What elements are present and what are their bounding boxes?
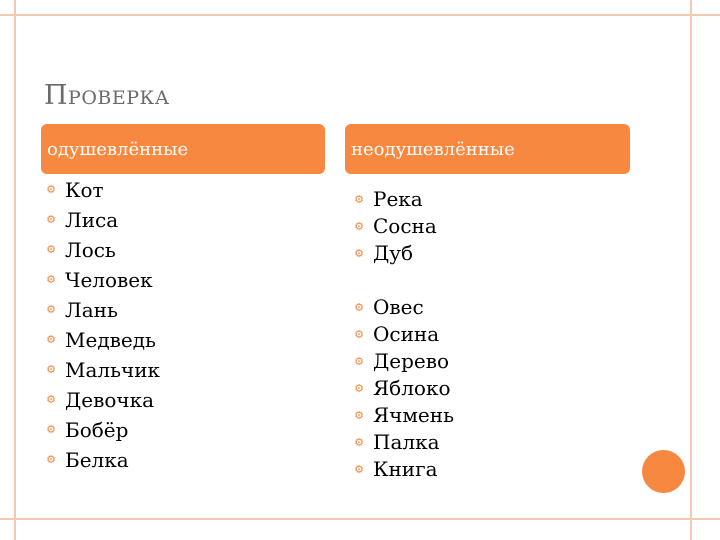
- list-item-text: Девочка: [65, 388, 155, 412]
- list-item-text: Книга: [373, 457, 438, 481]
- list-item-text: Лань: [65, 298, 118, 322]
- list-item: [353, 213, 437, 240]
- header-animate: [41, 124, 325, 174]
- header-inanimate: [345, 124, 630, 174]
- list-item: [353, 348, 454, 375]
- slide-title: [44, 80, 170, 111]
- list-item: [45, 445, 160, 475]
- list-inanimate-group-1: [353, 186, 437, 267]
- list-item-text: Бобёр: [65, 418, 129, 442]
- title-initial: П: [44, 80, 69, 111]
- gear-bullet-icon: ⚙: [46, 363, 56, 376]
- frame-line-bottom: [0, 518, 720, 520]
- list-item: [45, 175, 160, 205]
- gear-bullet-icon: ⚙: [46, 333, 56, 346]
- gear-bullet-icon: ⚙: [354, 247, 364, 260]
- list-item-text: Река: [373, 187, 423, 211]
- gear-bullet-icon: ⚙: [354, 436, 364, 449]
- list-item: [353, 456, 454, 483]
- gear-bullet-icon: ⚙: [46, 303, 56, 316]
- list-item: [45, 355, 160, 385]
- list-item: [353, 240, 437, 267]
- gear-bullet-icon: ⚙: [354, 409, 364, 422]
- list-item-text: Ячмень: [373, 403, 454, 427]
- list-item: [45, 235, 160, 265]
- list-item: [353, 402, 454, 429]
- gear-bullet-icon: ⚙: [46, 423, 56, 436]
- header-inanimate-label: неодушевлённые: [351, 138, 515, 160]
- list-item-text: Дерево: [373, 349, 450, 373]
- list-item-text: Мальчик: [65, 358, 161, 382]
- list-item-text: Осина: [373, 322, 440, 346]
- gear-bullet-icon: ⚙: [46, 213, 56, 226]
- gear-bullet-icon: ⚙: [354, 382, 364, 395]
- gear-bullet-icon: ⚙: [46, 393, 56, 406]
- gear-bullet-icon: ⚙: [354, 463, 364, 476]
- list-item-text: Белка: [65, 448, 129, 472]
- frame-line-top: [0, 14, 720, 16]
- list-item-text: Дуб: [373, 241, 414, 265]
- list-item: [45, 385, 160, 415]
- list-item-text: Палка: [373, 430, 440, 454]
- frame-line-left: [14, 0, 16, 540]
- list-item: [45, 325, 160, 355]
- list-item-text: Овес: [373, 295, 424, 319]
- list-item: [45, 205, 160, 235]
- gear-bullet-icon: ⚙: [354, 355, 364, 368]
- list-item: [353, 186, 437, 213]
- orange-circle-decoration: [642, 450, 685, 493]
- list-item-text: Сосна: [373, 214, 437, 238]
- list-item: [353, 375, 454, 402]
- list-item-text: Лось: [65, 238, 116, 262]
- list-item: [45, 415, 160, 445]
- list-item-text: Яблоко: [373, 376, 451, 400]
- list-item: [353, 294, 454, 321]
- gear-bullet-icon: ⚙: [354, 220, 364, 233]
- list-item: [45, 295, 160, 325]
- list-item: [353, 429, 454, 456]
- gear-bullet-icon: ⚙: [46, 243, 56, 256]
- title-rest: РОВЕРКА: [68, 87, 170, 109]
- list-item: [45, 265, 160, 295]
- list-item: [353, 321, 454, 348]
- gear-bullet-icon: ⚙: [354, 193, 364, 206]
- header-animate-label: одушевлённые: [47, 138, 189, 160]
- gear-bullet-icon: ⚙: [46, 273, 56, 286]
- list-inanimate-group-2: [353, 294, 454, 483]
- list-item-text: Медведь: [65, 328, 156, 352]
- frame-line-right: [690, 0, 692, 540]
- gear-bullet-icon: ⚙: [46, 183, 56, 196]
- list-animate: [45, 175, 160, 475]
- list-item-text: Лиса: [65, 208, 119, 232]
- gear-bullet-icon: ⚙: [354, 328, 364, 341]
- list-item-text: Кот: [65, 178, 104, 202]
- list-item-text: Человек: [65, 268, 153, 292]
- gear-bullet-icon: ⚙: [354, 301, 364, 314]
- gear-bullet-icon: ⚙: [46, 453, 56, 466]
